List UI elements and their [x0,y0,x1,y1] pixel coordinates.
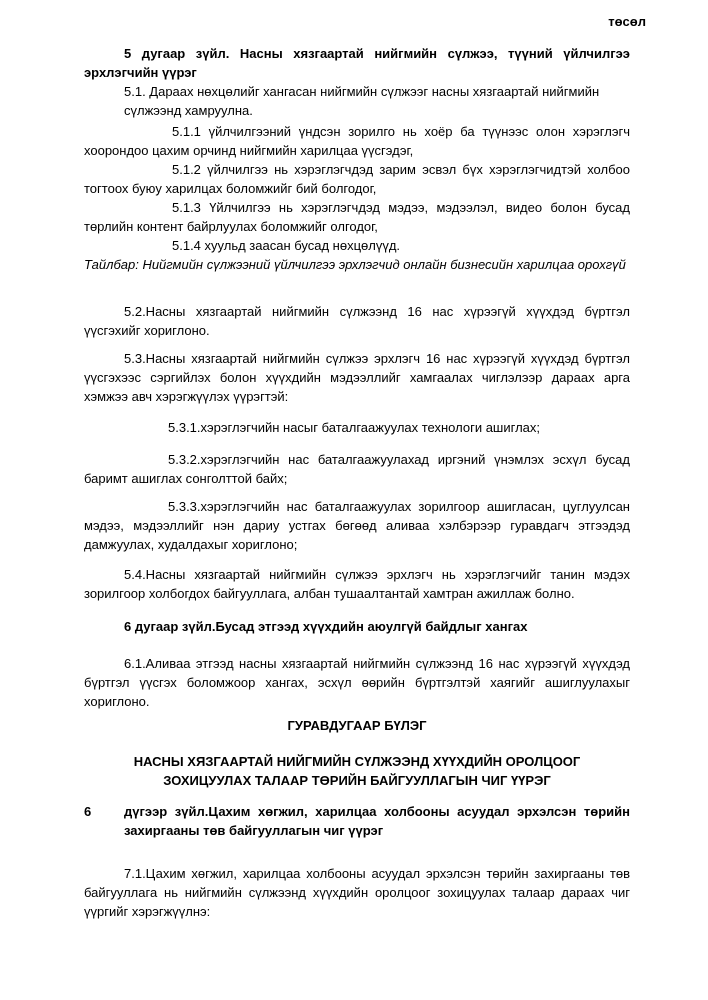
article-6-title: 6 дугаар зүйл.Бусад этгээд хүүхдийн аюулгүй байдлыг хангах [124,619,528,634]
paragraph-5-2: 5.2.Насны хязгаартай нийгмийн сүлжээнд 16 нас хүрээгүй хүүхдэд бүртгэл үүсгэхийг хориглоно. [84,304,630,338]
paragraph-5-1-3: 5.1.3 Үйлчилгээ нь хэрэглэгчдэд мэдээ, мэдээлэл, видео болон бусад төрлийн контент байрлуулах боломжийг олгодог, [84,200,630,234]
paragraph-6-1: 6.1.Аливаа этгээд насны хязгаартай нийгмийн сүлжээнд 16 нас хүрээгүй хүүхдэд бүртгэл үүсгэх боломжоор хангах, эсхүл өөрийн бүртгэлтэй хаягийг ашиглуулахыг хориглоно. [84,656,630,709]
paragraph-5-3-1: 5.3.1.хэрэглэгчийн насыг баталгаажуулах технологи ашиглах; [168,420,541,435]
article-7-number: 6 [84,804,92,819]
note-text: Тайлбар: Нийгмийн сүлжээний үйлчилгээ эрхлэгчид онлайн бизнесийн харилцаа орохгүй [84,257,626,272]
article-7-title: дүгээр зүйл.Цахим хөгжил, харилцаа холбооны асуудал эрхэлсэн төрийн захиргааны төв байгууллагын чиг үүрэг [124,804,630,838]
chapter-label: ГУРАВДУГААР БҮЛЭГ [287,718,427,733]
paragraph-5-4: 5.4.Насны хязгаартай нийгмийн сүлжээ эрхлэгч нь хэрэглэгчийг танин мэдэх зорилгоор холбогдох байгууллага, албан тушаалтантай хамтран ажиллаж болно. [84,567,630,601]
paragraph-5-1-4: 5.1.4 хуульд заасан бусад нөхцөлүүд. [172,238,401,253]
paragraph-5-3: 5.3.Насны хязгаартай нийгмийн сүлжээ эрхлэгч 16 нас хүрээгүй хүүхдэд бүртгэл үүсгэхээс сэргийлэх болон хүүхдийн мэдээллийг хамгаалах чиглэлээр дараах арга хэмжээ авч хэрэгжүүлэх үүрэгтэй: [84,351,630,404]
paragraph-5-1: 5.1. Дараах нөхцөлийг хангасан нийгмийн сүлжээг насны хязгаартай нийгмийн сүлжээнд хамруулна. [124,84,600,118]
article-5-title: 5 дугаар зүйл. Насны хязгаартай нийгмийн сүлжээ, түүний үйлчилгээ эрхлэгчийн үүрэг [84,46,630,80]
paragraph-5-3-2: 5.3.2.хэрэглэгчийн нас баталгаажуулахад иргэний үнэмлэх эсхүл бусад баримт ашиглах сонголттой байх; [84,452,630,486]
paragraph-7-1: 7.1.Цахим хөгжил, харилцаа холбооны асуудал эрхэлсэн төрийн захиргааны төв байгууллага нь нийгмийн сүлжээнд хүүхдийн оролцоог зохицуулах талаар дараах чиг үүргийг хэрэгжүүлнэ: [84,866,630,919]
paragraph-5-3-3: 5.3.3.хэрэглэгчийн нас баталгаажуулах зорилгоор ашигласан, цуглуулсан мэдээ, мэдээллийг нэн дариу устгах бөгөөд аливаа хэлбэрээр гуравдагч этгээдэд дамжуулах, худалдахыг хориглоно; [84,499,630,552]
chapter-title-line-1: НАСНЫ ХЯЗГААРТАЙ НИЙГМИЙН СҮЛЖЭЭНД ХҮҮХДИЙН ОРОЛЦООГ [133,754,581,769]
draft-label: төсөл [608,14,646,29]
paragraph-5-1-1: 5.1.1 үйлчилгээний үндсэн зорилго нь хоёр ба түүнээс олон хэрэглэгч хоорондоо цахим орчинд нийгмийн харилцаа үүсгэдэг, [84,124,630,158]
chapter-title-line-2: ЗОХИЦУУЛАХ ТАЛААР ТӨРИЙН БАЙГУУЛЛАГЫН ЧИГ ҮҮРЭГ [163,773,551,788]
paragraph-5-1-2: 5.1.2 үйлчилгээ нь хэрэглэгчдэд зарим эсвэл бүх хэрэглэгчидтэй холбоо тогтоох буюу харилцах боломжийг бий болгодог, [84,162,630,196]
